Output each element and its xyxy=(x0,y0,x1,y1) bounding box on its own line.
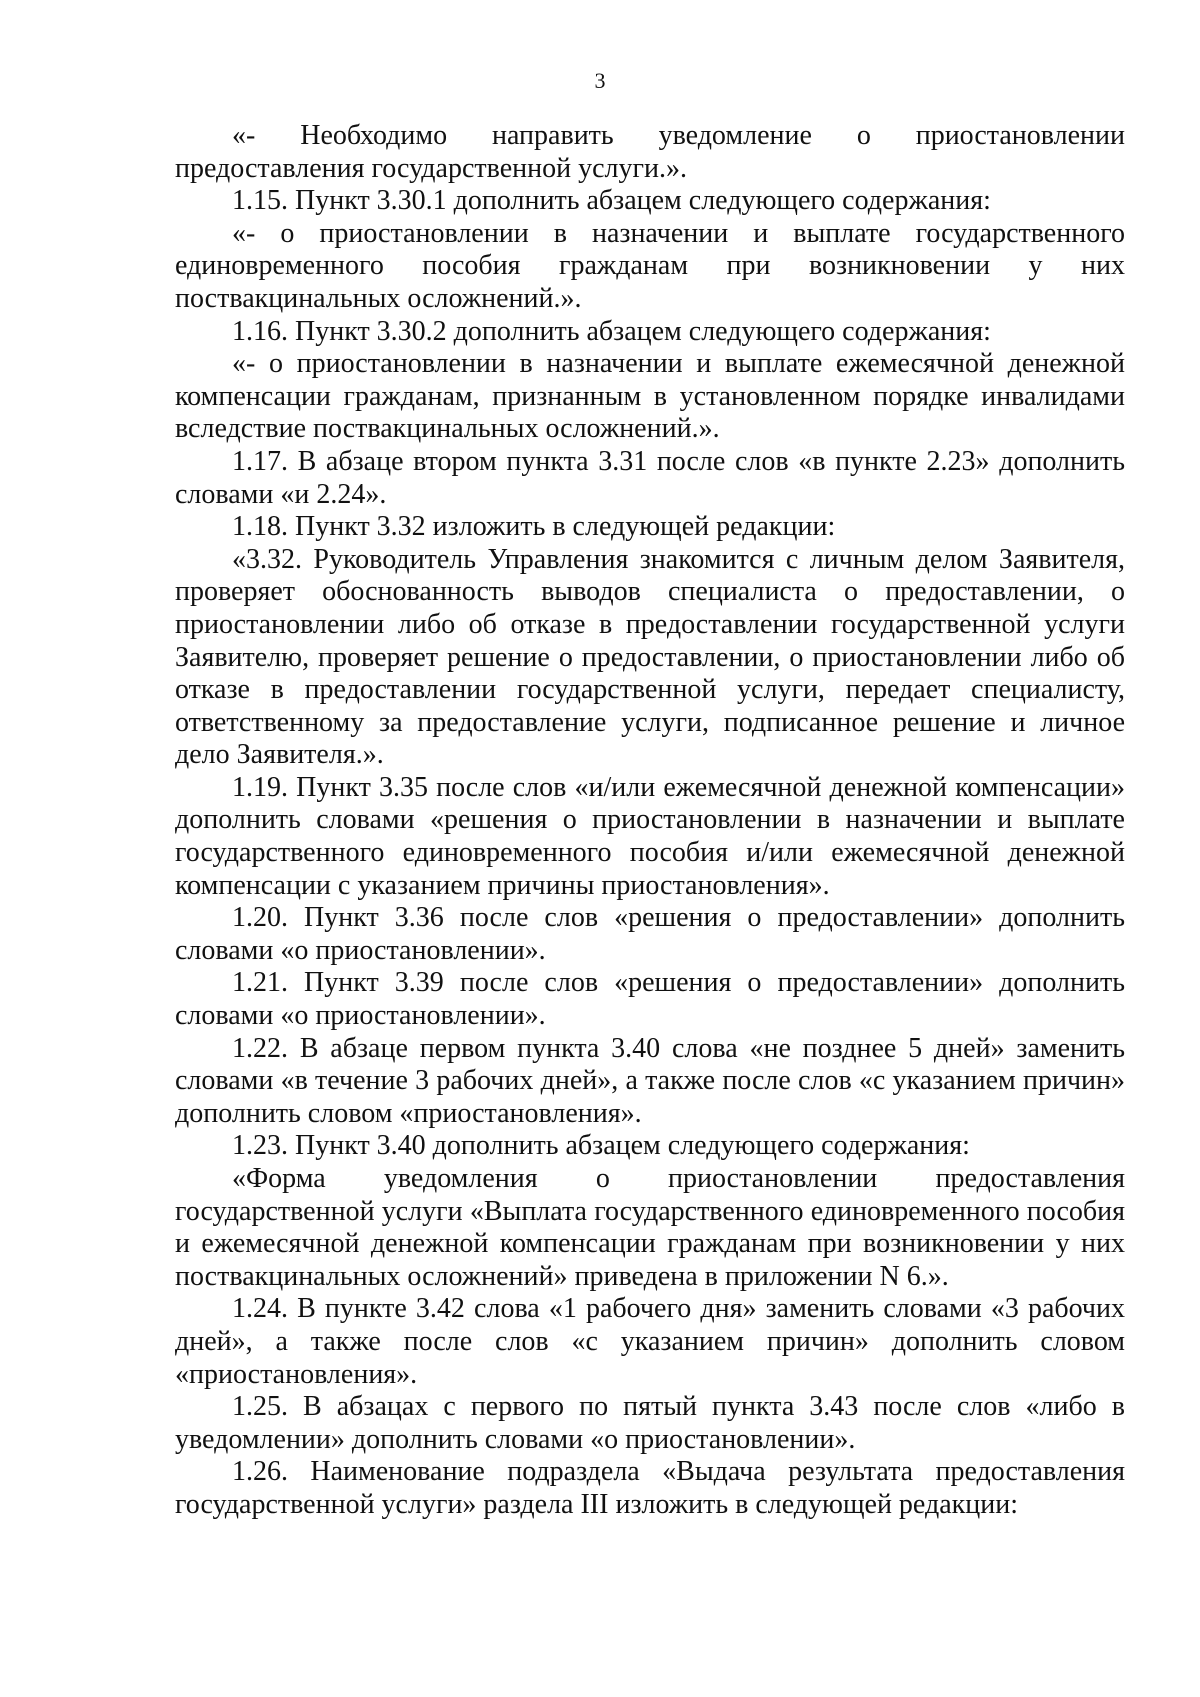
paragraph: 1.17. В абзаце втором пункта 3.31 после слов «в пункте 2.23» дополнить словами «и 2.24». xyxy=(175,445,1125,510)
paragraph: «3.32. Руководитель Управления знакомится с личным делом Заявителя, проверяет обоснованность выводов специалиста о предоставлении, о приостановлении либо об отказе в предоставлении государственной услуги Заявителю, проверяет решение о предоставлении, о приостановлении либо об отказе в предоставлении государственной услуги, передает специалисту, ответственному за предоставление услуги, подписанное решение и личное дело Заявителя.». xyxy=(175,543,1125,771)
paragraph: 1.16. Пункт 3.30.2 дополнить абзацем следующего содержания: xyxy=(232,315,991,347)
paragraph: 1.25. В абзацах с первого по пятый пункта 3.43 после слов «либо в уведомлении» дополнить словами «о приостановлении». xyxy=(175,1391,1125,1455)
paragraph: 1.24. В пункте 3.42 слова «1 рабочего дня» заменить словами «3 рабочих дней», а также после слов «с указанием причин» дополнить словом «приостановления». xyxy=(175,1293,1125,1390)
paragraph: 1.23. Пункт 3.40 дополнить абзацем следующего содержания: xyxy=(232,1130,970,1162)
paragraph: 1.18. Пункт 3.32 изложить в следующей редакции: xyxy=(232,511,836,543)
paragraph: «Форма уведомления о приостановлении предоставления государственной услуги «Выплата государственного единовременного пособия и ежемесячной денежной компенсации гражданам при возникновении у них поствакцинальных осложнений» приведена в приложении N 6.». xyxy=(175,1163,1125,1292)
page-number: 3 xyxy=(594,68,606,93)
paragraph: 1.15. Пункт 3.30.1 дополнить абзацем следующего содержания: xyxy=(232,185,991,217)
document-body xyxy=(175,120,1125,1522)
paragraph: 1.21. Пункт 3.39 после слов «решения о предоставлении» дополнить словами «о приостановлении». xyxy=(175,967,1125,1032)
paragraph: 1.22. В абзаце первом пункта 3.40 слова «не позднее 5 дней» заменить словами «в течение 3 рабочих дней», а также после слов «с указанием причин» дополнить словом «приостановления». xyxy=(175,1032,1125,1129)
paragraph: 1.20. Пункт 3.36 после слов «решения о предоставлении» дополнить словами «о приостановлении». xyxy=(175,902,1125,966)
paragraph: 1.19. Пункт 3.35 после слов «и/или ежемесячной денежной компенсации» дополнить словами «решения о приостановлении в назначении и выплате государственного единовременного пособия и/или ежемесячной денежной компенсации с указанием причины приостановления». xyxy=(175,771,1125,901)
paragraph: «- о приостановлении в назначении и выплате государственного единовременного пособия гражданам при возникновении у них поствакцинальных осложнений.». xyxy=(175,217,1125,314)
paragraph: 1.26. Наименование подраздела «Выдача результата предоставления государственной услуги» раздела III изложить в следующей редакции: xyxy=(175,1456,1125,1520)
paragraph: «- о приостановлении в назначении и выплате ежемесячной денежной компенсации гражданам, признанным в установленном порядке инвалидами вследствие поствакцинальных осложнений.». xyxy=(175,348,1125,445)
paragraph: «- Необходимо направить уведомление о приостановлении предоставления государственной услуги.». xyxy=(175,120,1125,184)
